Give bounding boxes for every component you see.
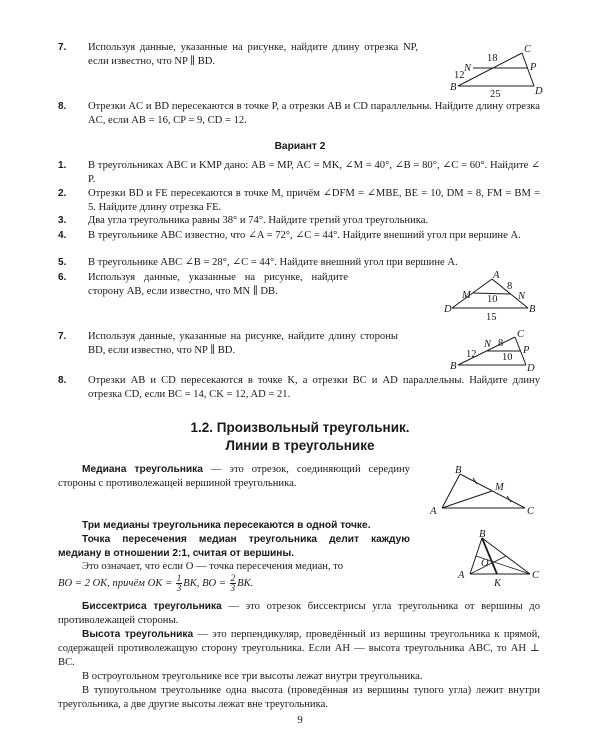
figure-centroid: [448, 528, 548, 590]
label-d: D: [527, 363, 535, 374]
label-d: D: [444, 304, 452, 315]
label-c: C: [532, 570, 540, 581]
means-text-span: Это означает, что если O — точка пересечения медиан, то: [82, 561, 344, 572]
obtuse-text-span: В тупоугольном треугольнике одна высота (проведённая из вершины тупого угла) лежит внутри треугольника, а две другие высоты лежат вне треугольника.: [58, 685, 540, 711]
label-15: 15: [486, 312, 497, 323]
label-b: B: [529, 304, 536, 315]
label-8: 8: [498, 338, 504, 349]
section-heading-line2: Линии в треугольнике: [225, 438, 375, 453]
label-18: 18: [487, 53, 498, 64]
problem-text: Отрезки AB и CD пересекаются в точке K, а отрезки BC и AD параллельны. Найдите длину отрезка CD, если BC = 14, CK = 12, AD = 21.: [88, 375, 540, 401]
formula-part-2: BK, BO =: [183, 578, 229, 589]
figure-median: [425, 462, 545, 520]
term-bisector: Биссектриса треугольника: [82, 601, 222, 612]
problem-number: 7.: [58, 42, 67, 53]
obtuse-text: [58, 684, 540, 712]
label-a: A: [430, 506, 437, 517]
problem-text: В треугольнике ABC известно, что ∠A = 72°, ∠C = 44°. Найдите внешний угол при вершине A.: [88, 230, 521, 241]
fraction-numerator: 1: [176, 573, 182, 584]
median-definition-text: — это отрезок, соединяющий середину стороны с противолежащей вершиной треугольника.: [58, 464, 410, 490]
label-n: N: [484, 339, 492, 350]
label-c: C: [517, 329, 525, 340]
formula-part-1: BO = 2 OK, причём OK =: [58, 578, 175, 589]
acute-text-span: В остроугольном треугольнике все три высоты лежат внутри треугольника.: [82, 671, 423, 682]
fraction-denominator: 3: [230, 583, 236, 594]
problem-number: 1.: [58, 160, 67, 171]
problem-text: Отрезки BD и FE пересекаются в точке M, причём ∠DFM = ∠MBE, BE = 10, DM = 8, FM = BM = 5. Найдите длину отрезка FE.: [88, 188, 540, 214]
term-height: Высота треугольника: [82, 629, 194, 640]
problem-number: 6.: [58, 272, 67, 283]
bold-line-2: Точка пересечения медиан треугольника делит каждую медиану в отношении 2:1, считая от вершины.: [58, 534, 410, 560]
problem-number: 4.: [58, 230, 67, 241]
figure-triangle-np-bd: [440, 40, 550, 100]
label-o: O: [481, 558, 489, 569]
height-definition: [58, 628, 540, 671]
label-m: M: [462, 290, 471, 301]
term-median: Медиана треугольника: [82, 464, 203, 475]
label-10: 10: [502, 352, 513, 363]
page-number: 9: [297, 714, 303, 726]
label-k: K: [494, 578, 502, 589]
label-p: P: [523, 345, 530, 356]
label-b: B: [455, 465, 462, 476]
formula-line: [58, 573, 410, 595]
label-d: D: [535, 86, 543, 97]
label-c: C: [524, 44, 532, 55]
problem-text: Используя данные, указанные на рисунке, найдите длину стороны BD, если известно, что NP ∥ BD.: [88, 331, 398, 357]
problem-text: Используя данные, указанные на рисунке, найдите длину отрезка NP, если известно, что NP ∥ BD.: [88, 42, 418, 68]
figure-triangle-np-bd-2: [448, 325, 558, 375]
problem-number: 5.: [58, 257, 67, 268]
acute-text: [58, 670, 540, 684]
medians-ratio-statement: [58, 533, 410, 561]
problem-number: 3.: [58, 215, 67, 226]
bisector-definition-text: — это отрезок биссектрисы угла треугольника от вершины до противолежащей стороны.: [58, 601, 540, 627]
section-heading: [0, 419, 600, 455]
height-definition-text: — это перпендикуляр, проведённый из вершины треугольника к прямой, содержащей противолежащую сторону треугольника. Если AH — высота треугольника ABC, то AH ⊥ BC.: [58, 629, 540, 669]
problem-text: Отрезки AC и BD пересекаются в точке P, а отрезки AB и CD параллельны. Найдите длину отрезка AC, если AB = 16, CP = 9, CD = 12.: [88, 101, 540, 127]
label-25: 25: [490, 89, 501, 100]
formula-part-3: BK.: [237, 578, 254, 589]
label-n: N: [464, 63, 472, 74]
problem-text: Два угла треугольника равны 38° и 74°. Найдите третий угол треугольника.: [88, 215, 429, 226]
label-b: B: [450, 82, 457, 93]
problem-text: В треугольниках ABC и KMP дано: AB = MP, AC = MK, ∠M = 40°, ∠B = 80°, ∠C = 60°. Найдите ∠ P.: [88, 160, 540, 186]
label-n: N: [518, 291, 526, 302]
bold-line-1: Три медианы треугольника пересекаются в одной точке.: [82, 520, 371, 531]
bisector-definition: [58, 600, 540, 628]
fraction-numerator: 2: [230, 573, 236, 584]
fraction-1-3: [176, 574, 183, 593]
figure-triangle-mn-db: [440, 268, 550, 324]
problem-text: В треугольнике ABC ∠B = 28°, ∠C = 44°. Найдите внешний угол при вершине A.: [88, 257, 458, 268]
label-b: B: [479, 529, 486, 540]
fraction-2-3: [230, 574, 237, 593]
label-p: P: [530, 62, 537, 73]
label-m: M: [495, 482, 504, 493]
fraction-denominator: 3: [176, 583, 182, 594]
label-a: A: [458, 570, 465, 581]
label-10: 10: [487, 294, 498, 305]
problem-text: Используя данные, указанные на рисунке, найдите сторону AB, если известно, что MN ∥ DB.: [88, 272, 348, 298]
label-12: 12: [466, 349, 477, 360]
section-heading-line1: 1.2. Произвольный треугольник.: [190, 420, 410, 435]
median-definition: [58, 463, 410, 491]
problem-number: 8.: [58, 375, 67, 386]
variant-title: Вариант 2: [274, 141, 326, 152]
label-c: C: [527, 506, 535, 517]
side-bc: [460, 474, 525, 508]
problem-number: 2.: [58, 188, 67, 199]
problem-number: 8.: [58, 101, 67, 112]
problem-number: 7.: [58, 331, 67, 342]
label-a: A: [493, 270, 500, 281]
label-12: 12: [454, 70, 465, 81]
label-b: B: [450, 361, 457, 372]
label-8: 8: [507, 281, 513, 292]
